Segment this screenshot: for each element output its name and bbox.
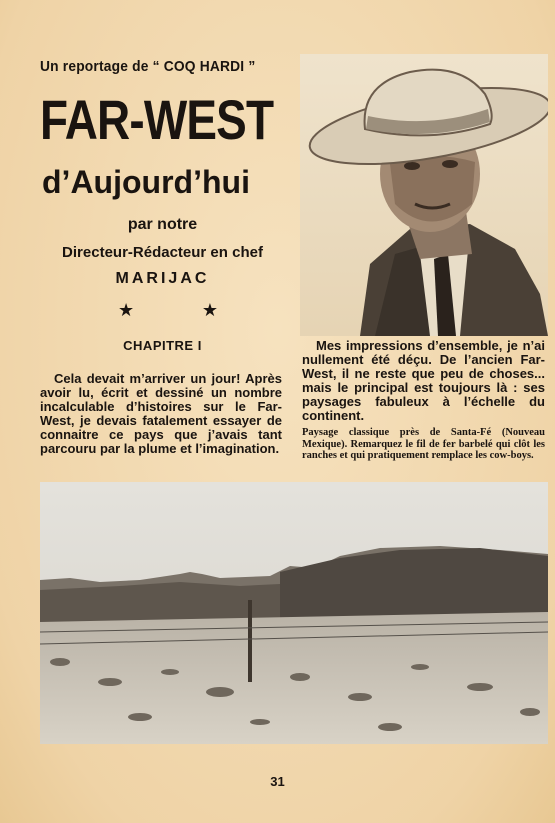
- chapter-heading: CHAPITRE I: [123, 338, 202, 353]
- page-number: 31: [270, 774, 285, 789]
- article-text-left: Cela devait m’arriver un jour! Après avoir lu, écrit et dessiné un nombre incalculable d’histoires sur le Far-West, je devais fatalement essayer de connaitre ce pays que j’avais tant parcouru par la plume et l’imagination.: [40, 371, 282, 456]
- article-text-right: Mes impressions d’ensemble, je n’ai nullement été déçu. De l’ancien Far-West, il ne reste que peu de choses... mais le principal est toujours là : ses paysages fabuleux à l’échelle du continent.: [302, 338, 545, 423]
- star-ornament: [118, 300, 218, 321]
- byline-author: MARIJAC: [115, 270, 210, 287]
- star-icon: ★: [201, 300, 218, 320]
- photo-caption: Paysage classique près de Santa-Fé (Nouveau Mexique). Remarquez le fil de fer barbelé qui clôt les ranches et qui pratiquement remplace les cow-boys.: [302, 427, 545, 461]
- report-kicker: Un reportage de “ COQ HARDI ”: [40, 58, 256, 75]
- headline-subtitle: d’Aujourd’hui: [42, 164, 250, 200]
- star-icon: ★: [118, 300, 135, 320]
- byline-par: par notre: [127, 216, 198, 233]
- santa-fe-landscape-photo: [40, 482, 548, 744]
- byline-role: Directeur-Rédacteur en chef: [62, 244, 263, 261]
- author-portrait-photo: [300, 54, 548, 336]
- headline-title: FAR-WEST: [40, 88, 274, 151]
